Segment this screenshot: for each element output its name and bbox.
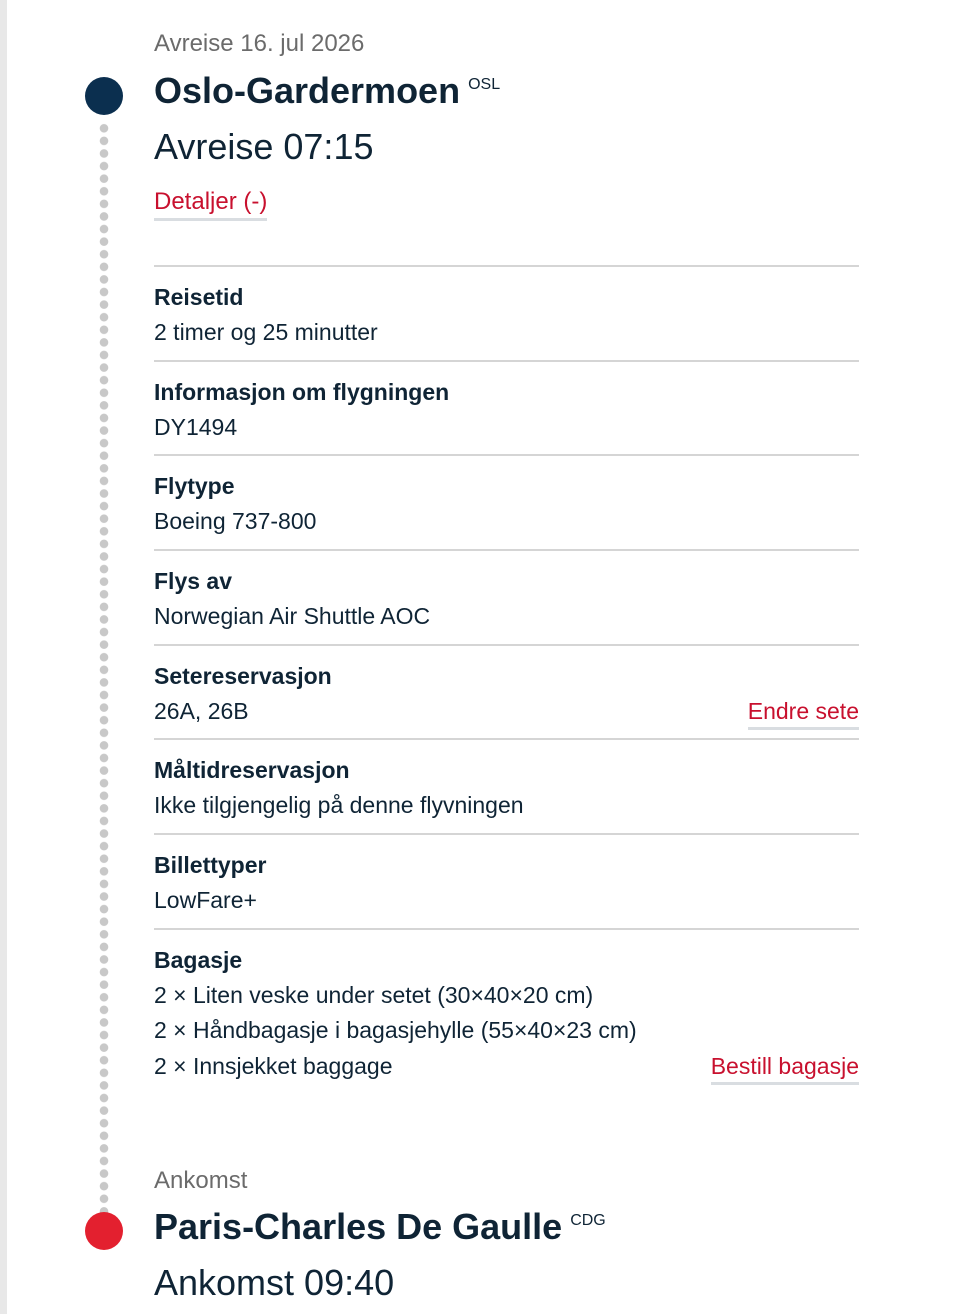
detail-value: 2 timer og 25 minutter [154, 319, 378, 345]
change-seat-label[interactable]: Endre sete [748, 698, 859, 730]
departure-date: Avreise 16. jul 2026 [154, 30, 365, 57]
arrival-time: Ankomst 09:40 [154, 1262, 395, 1303]
detail-row-meal [154, 738, 859, 833]
left-edge-strip [0, 0, 7, 1314]
detail-label: Måltidreservasjon [154, 757, 350, 784]
detail-row-baggage [154, 928, 859, 1098]
detail-label: Billettyper [154, 852, 267, 879]
details-toggle-link[interactable] [154, 188, 267, 216]
baggage-item: 2 × Innsjekket baggage [154, 1052, 393, 1079]
detail-row-seat [154, 644, 859, 739]
timeline-dotted-line [99, 122, 109, 1214]
detail-label: Flys av [154, 568, 232, 595]
departure-time: Avreise 07:15 [154, 126, 374, 167]
departure-airport-name: Oslo-Gardermoen [154, 70, 461, 111]
detail-label: Setereservasjon [154, 662, 332, 689]
baggage-list [154, 982, 637, 1089]
departure-dot-icon [85, 77, 123, 115]
detail-label: Informasjon om flygningen [154, 378, 450, 405]
arrival-airport-name: Paris-Charles De Gaulle [154, 1206, 563, 1247]
detail-row-operated-by [154, 549, 859, 644]
detail-value: LowFare+ [154, 887, 257, 914]
baggage-item: 2 × Håndbagasje i bagasjehylle (55×40×23 cm) [154, 1017, 637, 1044]
detail-value: DY1494 [154, 413, 238, 440]
detail-value: 26A, 26B [154, 697, 249, 724]
detail-value: Ikke tilgjengelig på denne flyvningen [154, 792, 524, 819]
arrival-label: Ankomst [154, 1167, 248, 1194]
baggage-item: 2 × Liten veske under setet (30×40×20 cm) [154, 981, 594, 1008]
detail-row-flight-info [154, 360, 859, 455]
departure-airport-code: OSL [468, 76, 501, 93]
detail-row-ticket [154, 833, 859, 928]
arrival-dot-icon [85, 1212, 123, 1250]
details-toggle-label[interactable]: Detaljer (-) [154, 188, 267, 221]
detail-value: Norwegian Air Shuttle AOC [154, 603, 431, 630]
detail-label: Flytype [154, 473, 235, 500]
arrival-airport [154, 1206, 606, 1248]
arrival-airport-code: CDG [570, 1212, 606, 1229]
change-seat-link[interactable] [748, 698, 859, 725]
departure-airport [154, 70, 500, 112]
detail-row-aircraft [154, 454, 859, 549]
order-baggage-link[interactable] [711, 1053, 859, 1080]
flight-details-list [154, 265, 859, 1098]
detail-label: Bagasje [154, 946, 243, 973]
detail-label: Reisetid [154, 284, 244, 310]
detail-value: Boeing 737-800 [154, 508, 317, 535]
order-baggage-label[interactable]: Bestill bagasje [711, 1053, 859, 1085]
detail-row-travel-time [154, 265, 859, 360]
